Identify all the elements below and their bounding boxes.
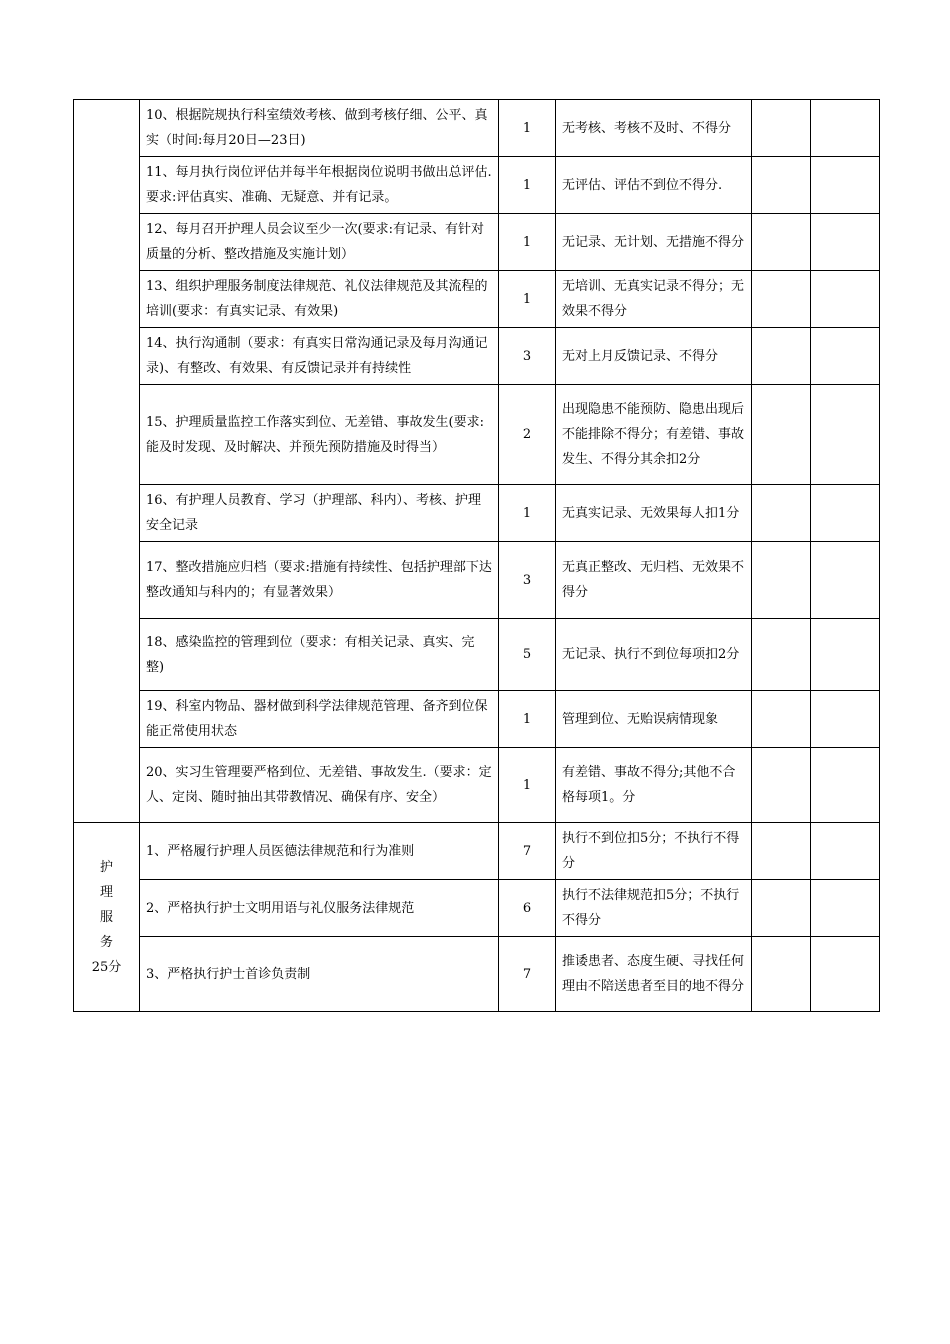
final-score-cell xyxy=(811,157,880,214)
item-cell: 16、有护理人员教育、学习（护理部、科内）、考核、护理安全记录 xyxy=(140,485,499,542)
table-row xyxy=(74,328,880,385)
final-score-cell xyxy=(811,385,880,485)
score-cell: 1 xyxy=(499,157,556,214)
self-score-cell xyxy=(752,214,811,271)
deduction-rule-cell: 无真正整改、无归档、无效果不得分 xyxy=(556,542,752,619)
table-row xyxy=(74,748,880,823)
category-cell-nursing-service xyxy=(74,823,140,1012)
table-row xyxy=(74,880,880,937)
table-row xyxy=(74,271,880,328)
item-cell: 13、组织护理服务制度法律规范、礼仪法律规范及其流程的培训(要求：有真实记录、有效果) xyxy=(140,271,499,328)
final-score-cell xyxy=(811,485,880,542)
item-cell: 12、每月召开护理人员会议至少一次(要求:有记录、有针对质量的分析、整改措施及实施计划） xyxy=(140,214,499,271)
category-label-line: 服 xyxy=(99,909,113,925)
item-cell: 3、严格执行护士首诊负责制 xyxy=(140,937,499,1012)
deduction-rule-cell: 无记录、无计划、无措施不得分 xyxy=(556,214,752,271)
score-cell: 1 xyxy=(499,100,556,157)
score-cell: 1 xyxy=(499,214,556,271)
deduction-rule-cell: 无记录、执行不到位每项扣2分 xyxy=(556,619,752,691)
deduction-rule-cell: 推诿患者、态度生硬、寻找任何理由不陪送患者至目的地不得分 xyxy=(556,937,752,1012)
item-cell: 20、实习生管理要严格到位、无差错、事故发生.（要求：定人、定岗、随时抽出其带教情况、确保有序、安全） xyxy=(140,748,499,823)
final-score-cell xyxy=(811,271,880,328)
table-row xyxy=(74,157,880,214)
final-score-cell xyxy=(811,748,880,823)
self-score-cell xyxy=(752,157,811,214)
score-cell: 2 xyxy=(499,385,556,485)
self-score-cell xyxy=(752,271,811,328)
self-score-cell xyxy=(752,880,811,937)
category-label-line: 25分 xyxy=(91,959,122,975)
score-cell: 1 xyxy=(499,271,556,328)
score-cell: 7 xyxy=(499,937,556,1012)
score-cell: 3 xyxy=(499,542,556,619)
self-score-cell xyxy=(752,328,811,385)
evaluation-table xyxy=(73,99,880,1012)
deduction-rule-cell: 无评估、评估不到位不得分. xyxy=(556,157,752,214)
score-cell: 1 xyxy=(499,485,556,542)
deduction-rule-cell: 无培训、无真实记录不得分；无效果不得分 xyxy=(556,271,752,328)
item-cell: 18、感染监控的管理到位（要求：有相关记录、真实、完整) xyxy=(140,619,499,691)
deduction-rule-cell: 出现隐患不能预防、隐患出现后不能排除不得分；有差错、事故发生、不得分其余扣2分 xyxy=(556,385,752,485)
item-cell: 19、科室内物品、器材做到科学法律规范管理、备齐到位保能正常使用状态 xyxy=(140,691,499,748)
self-score-cell xyxy=(752,542,811,619)
final-score-cell xyxy=(811,619,880,691)
self-score-cell xyxy=(752,691,811,748)
item-cell: 14、执行沟通制（要求：有真实日常沟通记录及每月沟通记录)、有整改、有效果、有反馈记录并有持续性 xyxy=(140,328,499,385)
table-row xyxy=(74,485,880,542)
score-cell: 7 xyxy=(499,823,556,880)
item-cell: 1、严格履行护理人员医德法律规范和行为准则 xyxy=(140,823,499,880)
category-label-line: 理 xyxy=(99,884,113,900)
category-label-line: 务 xyxy=(99,934,113,950)
score-cell: 6 xyxy=(499,880,556,937)
final-score-cell xyxy=(811,823,880,880)
deduction-rule-cell: 执行不法律规范扣5分；不执行不得分 xyxy=(556,880,752,937)
self-score-cell xyxy=(752,619,811,691)
table-row xyxy=(74,691,880,748)
deduction-rule-cell: 有差错、事故不得分;其他不合格每项1。分 xyxy=(556,748,752,823)
final-score-cell xyxy=(811,100,880,157)
item-cell: 11、每月执行岗位评估并每半年根据岗位说明书做出总评估.要求:评估真实、准确、无疑意、并有记录。 xyxy=(140,157,499,214)
deduction-rule-cell: 管理到位、无贻误病情现象 xyxy=(556,691,752,748)
deduction-rule-cell: 无真实记录、无效果每人扣1分 xyxy=(556,485,752,542)
final-score-cell xyxy=(811,214,880,271)
self-score-cell xyxy=(752,937,811,1012)
self-score-cell xyxy=(752,100,811,157)
category-cell-management xyxy=(74,100,140,823)
deduction-rule-cell: 执行不到位扣5分；不执行不得分 xyxy=(556,823,752,880)
item-cell: 17、整改措施应归档（要求:措施有持续性、包括护理部下达整改通知与科内的；有显著效果） xyxy=(140,542,499,619)
self-score-cell xyxy=(752,748,811,823)
table-row xyxy=(74,619,880,691)
final-score-cell xyxy=(811,328,880,385)
deduction-rule-cell: 无考核、考核不及时、不得分 xyxy=(556,100,752,157)
table-row xyxy=(74,937,880,1012)
self-score-cell xyxy=(752,485,811,542)
table-row xyxy=(74,385,880,485)
final-score-cell xyxy=(811,880,880,937)
final-score-cell xyxy=(811,937,880,1012)
table-row xyxy=(74,823,880,880)
deduction-rule-cell: 无对上月反馈记录、不得分 xyxy=(556,328,752,385)
score-cell: 1 xyxy=(499,748,556,823)
score-cell: 3 xyxy=(499,328,556,385)
item-cell: 10、根据院规执行科室绩效考核、做到考核仔细、公平、真实（时间:每月20日—23日) xyxy=(140,100,499,157)
score-cell: 1 xyxy=(499,691,556,748)
item-cell: 2、严格执行护士文明用语与礼仪服务法律规范 xyxy=(140,880,499,937)
category-label-line: 护 xyxy=(99,859,113,875)
score-cell: 5 xyxy=(499,619,556,691)
evaluation-table-body xyxy=(74,100,880,1012)
item-cell: 15、护理质量监控工作落实到位、无差错、事故发生(要求:能及时发现、及时解决、并预先预防措施及时得当） xyxy=(140,385,499,485)
table-row xyxy=(74,100,880,157)
self-score-cell xyxy=(752,823,811,880)
self-score-cell xyxy=(752,385,811,485)
table-row xyxy=(74,542,880,619)
final-score-cell xyxy=(811,542,880,619)
final-score-cell xyxy=(811,691,880,748)
table-row xyxy=(74,214,880,271)
